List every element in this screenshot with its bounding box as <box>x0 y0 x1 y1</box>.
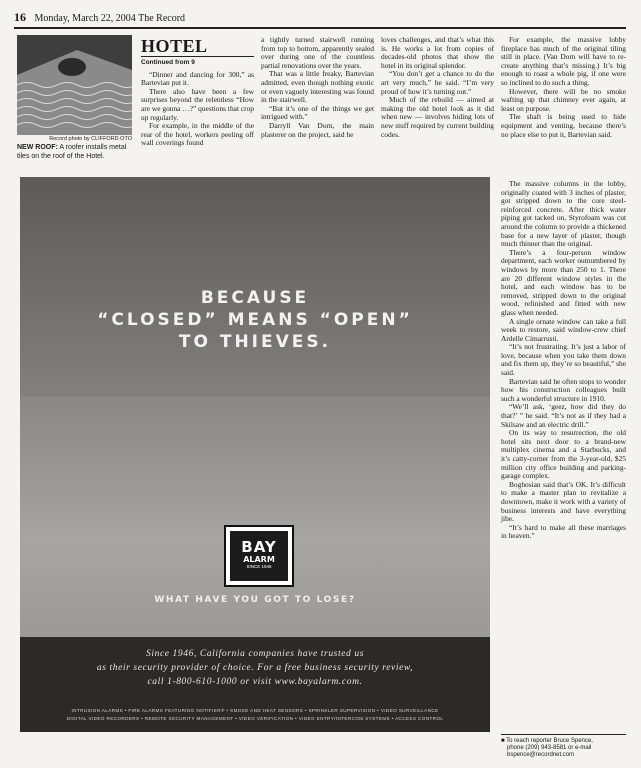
reporter-email: bspence@recordnet.com <box>507 752 575 758</box>
reporter-divider <box>501 734 626 735</box>
paragraph: Much of the rebuild — aimed at making the old hotel look as it did when new — involves hiding lots of new stuff required by current building codes. <box>381 95 494 139</box>
paragraph: Boghosian said that’s OK. It’s difficult to make a master plan to revitalize a downtown, make it work with a variety of business interests and have everything jibe. <box>501 479 626 524</box>
paragraph: “But it’s one of the things we get intrigued with.” <box>261 103 374 122</box>
roof-tiles-illustration <box>17 35 132 135</box>
bay-alarm-advertisement <box>20 177 490 732</box>
services-line: DIGITAL VIDEO RECORDERS • REMOTE SECURITY MANAGEMENT • VIDEO VERIFICATION • VIDEO ENTRY/INTERCOM SYSTEMS • ACCESS CONTROL <box>66 716 444 721</box>
ad-headline-line: “CLOSED” MEANS “OPEN” <box>97 310 413 330</box>
ad-services-list <box>26 707 484 723</box>
paragraph: On its way to resurrection, the old hotel sits next door to a brand-new multiplex cinema and a Starbucks, and it’s catty-corner from the 3-year-old, $25 million city office building and parking-garage complex. <box>501 428 626 481</box>
reporter-line: ■ To reach reporter Bruce Spence, <box>501 738 593 744</box>
article-column-4 <box>501 36 626 139</box>
logo-bay-text: BAY <box>241 538 277 556</box>
photo-caption <box>17 144 135 161</box>
ad-headline <box>20 287 490 353</box>
paragraph: “It’s not frustrating. It’s just a labor of love, because when you take them down and fix them up, they’re so beautiful,” she said. <box>501 342 626 378</box>
ad-headline-line: TO THIEVES. <box>178 332 332 352</box>
bay-alarm-logo <box>224 525 294 587</box>
article-column-2 <box>261 36 374 139</box>
article-column-3 <box>381 36 494 139</box>
ad-headline-line: BECAUSE <box>200 288 310 308</box>
article-column-1 <box>141 36 254 148</box>
paragraph: The shaft is being used to hide equipment and venting, because there’s no place else to put it, Bartevian said. <box>501 112 626 139</box>
logo-alarm-text: ALARM <box>243 555 275 564</box>
paragraph: “We’ll ask, ‘geez, how did they do that?’ ” he said. “It’s not as if they had a Skilsaw and an electric drill.” <box>501 402 626 429</box>
paragraph: However, there will be no smoke wafting up that chimney ever again, at least on purpose. <box>501 86 626 113</box>
masthead-info: Monday, March 22, 2004 The Record <box>34 13 186 24</box>
paragraph: Darryll Van Dorn, the main plasterer on the project, said he <box>261 120 374 139</box>
reporter-line: phone (209) 943-8581 or e-mail <box>507 745 592 751</box>
paragraph: There’s a four-person window department, each worker outnumbered by windows by more than 250 to 1. There are 20 different window styles in the hotel, and each window has to be removed, stripped down to the original wood, refinished and fitted with new glass when needed. <box>501 247 626 317</box>
article-column-5 <box>501 180 626 541</box>
paragraph: loves challenges, and that’s what this is. He works a lot from copies of decades-old photos that show the hotel in its original splendor. <box>381 35 494 70</box>
paragraph: “It’s hard to make all these marriages in heaven.” <box>501 522 626 541</box>
paragraph: A single ornate window can take a full week to restore, said window-crew chief Ardelle Cimarrusti. <box>501 316 626 343</box>
paragraph: “Dinner and dancing for 300,” as Bartevian put it. <box>141 69 254 88</box>
ad-copy-line: Since 1946, California companies have trusted us <box>146 649 364 659</box>
reporter-contact <box>501 738 626 759</box>
photo-credit: Record photo by CLIFFORD OTO <box>49 136 132 142</box>
masthead-divider <box>14 27 626 29</box>
paragraph: a tightly turned stairwell running from top to bottom, apparently sealed over during one of the countless partial renovations over the years. <box>261 35 374 70</box>
logo-since-text: SINCE 1946 <box>246 564 272 569</box>
continued-from: Continued from 9 <box>141 59 195 66</box>
ad-copy-line: as their security provider of choice. For a free business security review, <box>96 663 414 673</box>
masthead <box>14 10 626 26</box>
page-number: 16 <box>14 10 26 24</box>
ad-tagline: WHAT HAVE YOU GOT TO LOSE? <box>154 595 356 605</box>
paragraph: Bartevian said he often stops to wonder how his construction colleagues built such a wonderful structure in 1910. <box>501 376 626 403</box>
logo-box <box>230 531 288 581</box>
roof-photo <box>17 35 132 135</box>
paragraph: The massive columns in the lobby, originally coated with 3 inches of plaster, got stripped down to the core steel-reinforced concrete. After thick water piping got tacked on, Styrofoam was cut around the column to provide a thickened base for a new layer of plaster, though much thinner than the original. <box>501 179 626 249</box>
paragraph: There also have been a few surprises beyond the relentless “How are we gonna …?” questions that crop up regularly. <box>141 86 254 122</box>
services-line: INTRUSION ALARMS • FIRE ALARMS FEATURING NOTIFIER® • SMOKE AND HEAT SENSORS • SPRINKLER SUPERVISION • VIDEO SURVEILLANCE <box>71 708 439 713</box>
paragraph: For example, in the middle of the rear of the hotel, workers peeling off wall coverings found <box>141 121 254 148</box>
ad-copy-line: call 1-800-610-1000 or visit www.bayalarm.com. <box>147 677 363 687</box>
paragraph: That was a little freaky, Bartevian admitted, even though nothing exotic or even vaguely interesting was found in the stairwell. <box>261 69 374 105</box>
paragraph: “You don’t get a chance to do the art very much,” he said. “I’m very proud of how it’s turning out.” <box>381 69 494 96</box>
paragraph: For example, the massive lobby fireplace has much of the original tiling still in place. (Van Dorn will have to re-create anything that’s missing.) It’s big enough to roast a whole pig, if one were so inclined to do such a thing. <box>501 35 626 87</box>
caption-text: A roofer installs metal tiles on the roof of the Hotel. <box>17 144 127 160</box>
ad-copy <box>40 647 470 689</box>
caption-lead: NEW ROOF: <box>17 144 58 151</box>
article-title: HOTEL <box>141 36 254 57</box>
